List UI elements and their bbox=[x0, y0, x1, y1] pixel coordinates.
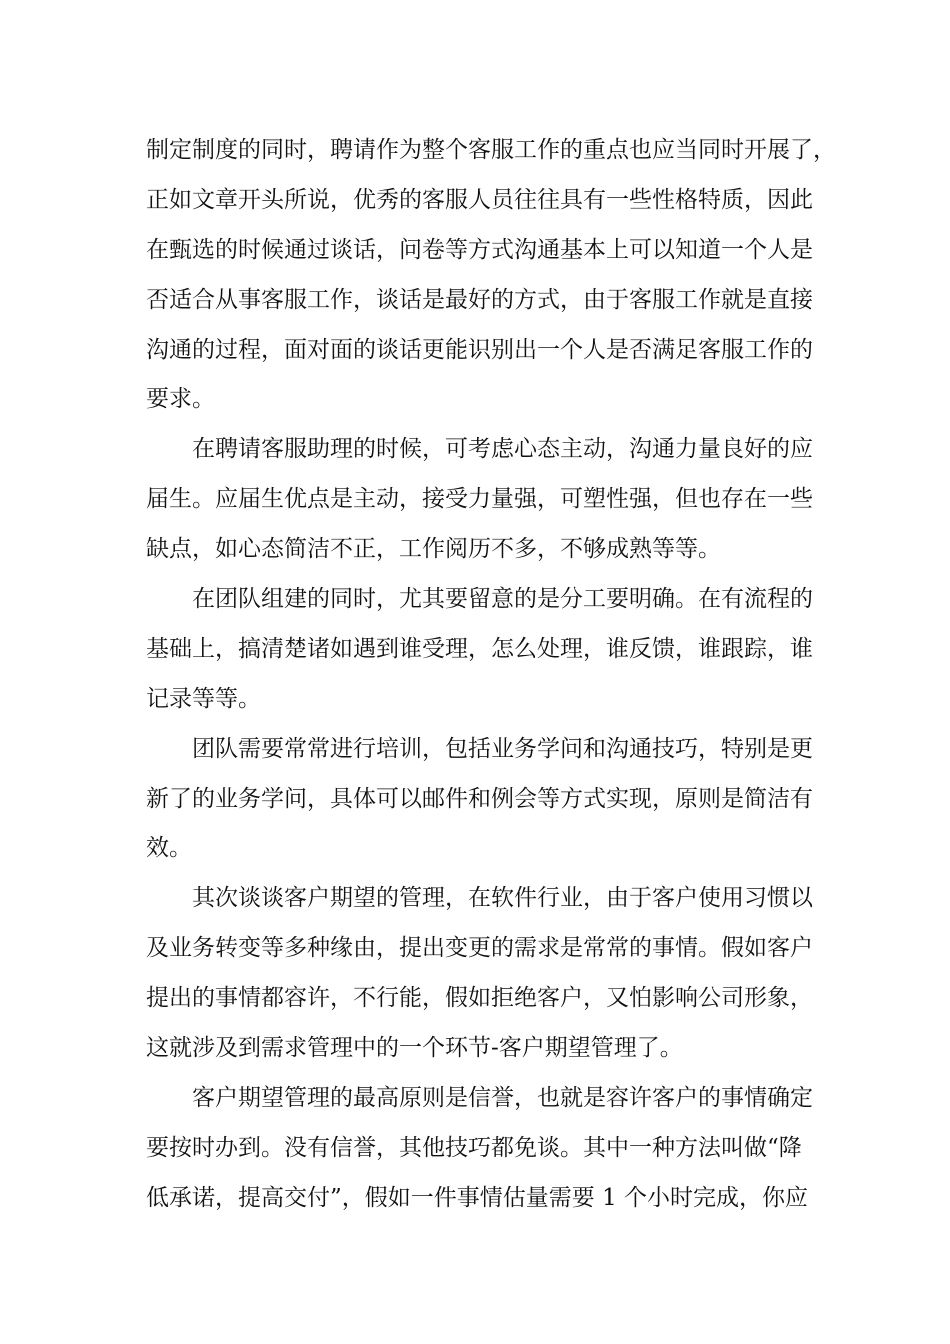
text-line: 正如文章开头所说，优秀的客服人员往往具有一些性格特质，因此 bbox=[146, 186, 813, 213]
text-line: 及业务转变等多种缘由，提出变更的需求是常常的事情。假如客户 bbox=[146, 935, 813, 962]
text-line: 在甄选的时候通过谈话，问卷等方式沟通基本上可以知道一个人是 bbox=[146, 236, 813, 263]
text-line: 基础上，搞清楚诸如遇到谁受理，怎么处理，谁反馈，谁跟踪，谁 bbox=[146, 635, 813, 662]
text-line: 制定制度的同时，聘请作为整个客服工作的重点也应当同时开展了， bbox=[146, 137, 836, 163]
text-line: 在团队组建的同时，尤其要留意的是分工要明确。在有流程的 bbox=[192, 586, 813, 613]
text-line: 这就涉及到需求管理中的一个环节-客户期望管理了。 bbox=[146, 1035, 683, 1062]
text-line: 否适合从事客服工作，谈话是最好的方式，由于客服工作就是直接 bbox=[146, 286, 813, 313]
paragraph-4 bbox=[146, 725, 811, 875]
text-line: 要按时办到。没有信誉，其他技巧都免谈。其中一种方法叫做“降 bbox=[146, 1134, 802, 1161]
paragraph-2 bbox=[146, 425, 811, 575]
text-line: 沟通的过程，面对面的谈话更能识别出一个人是否满足客服工作的 bbox=[146, 336, 813, 363]
text-line: 低承诺，提高交付”，假如一件事情估量需要 1 个小时完成，你应 bbox=[146, 1184, 809, 1211]
text-line: 其次谈谈客户期望的管理，在软件行业，由于客户使用习惯以 bbox=[192, 885, 813, 912]
text-line: 效。 bbox=[146, 835, 192, 862]
text-line: 提出的事情都容许，不行能，假如拒绝客户，又怕影响公司形象， bbox=[146, 985, 813, 1012]
text-line: 记录等等。 bbox=[146, 685, 261, 712]
text-line: 新了的业务学问，具体可以邮件和例会等方式实现，原则是简洁有 bbox=[146, 785, 813, 812]
paragraph-3 bbox=[146, 575, 811, 725]
text-line: 客户期望管理的最高原则是信誉，也就是容许客户的事情确定 bbox=[192, 1084, 813, 1111]
text-line: 团队需要常常进行培训，包括业务学问和沟通技巧，特别是更 bbox=[192, 735, 813, 762]
paragraph-6 bbox=[146, 1074, 811, 1224]
text-line: 缺点，如心态简洁不正，工作阅历不多，不够成熟等等。 bbox=[146, 536, 721, 563]
paragraph-5 bbox=[146, 874, 811, 1074]
text-line: 要求。 bbox=[146, 386, 215, 413]
paragraph-1 bbox=[146, 126, 836, 425]
text-line: 届生。应届生优点是主动，接受力量强，可塑性强，但也存在一些 bbox=[146, 486, 813, 513]
text-line: 在聘请客服助理的时候，可考虑心态主动，沟通力量良好的应 bbox=[192, 436, 813, 463]
document-body bbox=[146, 126, 836, 1224]
